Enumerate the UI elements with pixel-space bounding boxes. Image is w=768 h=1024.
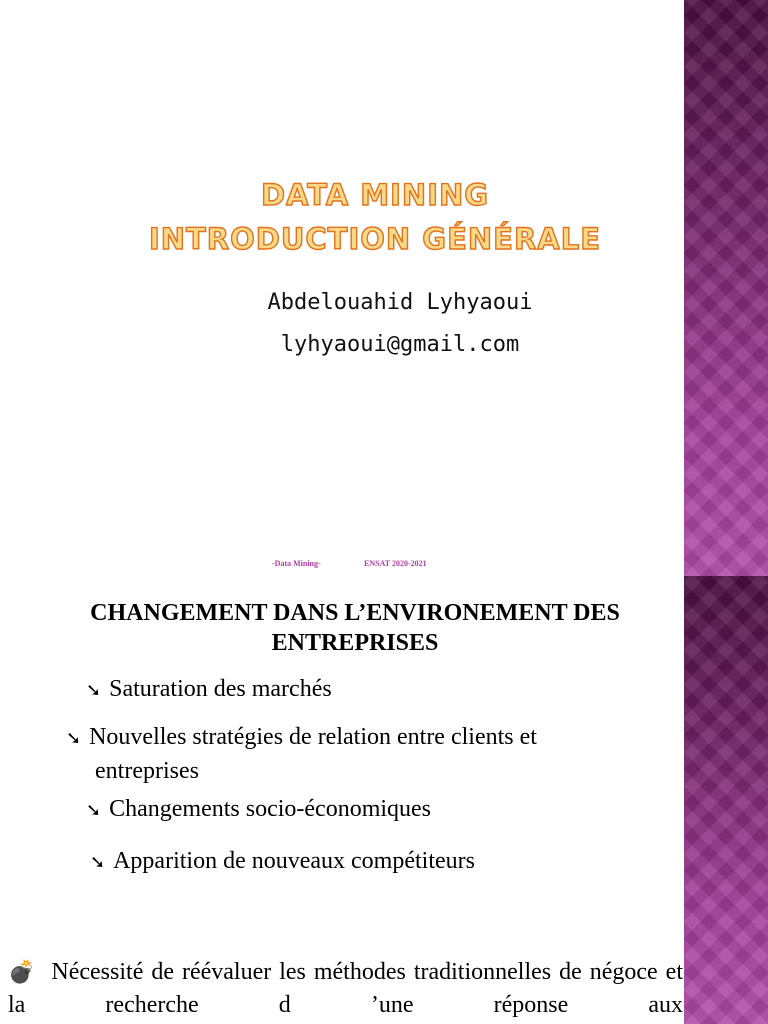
paragraph-text: Nécessité de réévaluer les méthodes traditionnelles de négoce et la recherche d ’une réponse aux bbox=[8, 959, 683, 1018]
decorative-side-band bbox=[684, 0, 768, 576]
bullet-text: Nouvelles stratégies de relation entre clients et bbox=[89, 724, 537, 750]
body-paragraph bbox=[8, 956, 683, 1021]
slide-title-line2: INTRODUCTION GÉNÉRALE bbox=[148, 222, 602, 256]
bullet-text-continued: entreprises bbox=[95, 758, 199, 784]
footer-school-year: ENSAT 2020-2021 bbox=[364, 559, 427, 568]
bullet-item bbox=[90, 845, 475, 879]
bullet-text: Changements socio-économiques bbox=[109, 796, 432, 822]
bullet-text: Saturation des marchés bbox=[109, 676, 332, 702]
arrow-bullet-icon: ➘ bbox=[86, 800, 102, 821]
bullet-text: Apparition de nouveaux compétiteurs bbox=[113, 848, 475, 874]
slide-heading: CHANGEMENT DANS L’ENVIRONEMENT DES ENTREPRISES bbox=[90, 600, 620, 656]
author-email: lyhyaoui@gmail.com bbox=[280, 332, 520, 357]
arrow-bullet-icon: ➘ bbox=[86, 680, 102, 701]
bullet-item bbox=[66, 721, 666, 787]
arrow-bullet-icon: ➘ bbox=[90, 852, 106, 873]
bullet-item bbox=[86, 673, 332, 707]
footer-course: -Data Mining- bbox=[272, 559, 321, 568]
author-name: Abdelouahid Lyhyaoui bbox=[267, 290, 533, 315]
bullet-item bbox=[86, 793, 431, 827]
bomb-icon: 💣 bbox=[8, 960, 38, 985]
arrow-bullet-icon: ➘ bbox=[66, 728, 82, 749]
decorative-side-band bbox=[684, 576, 768, 1024]
content-slide bbox=[0, 576, 768, 1024]
slide-title-line1: DATA MINING bbox=[260, 178, 490, 212]
